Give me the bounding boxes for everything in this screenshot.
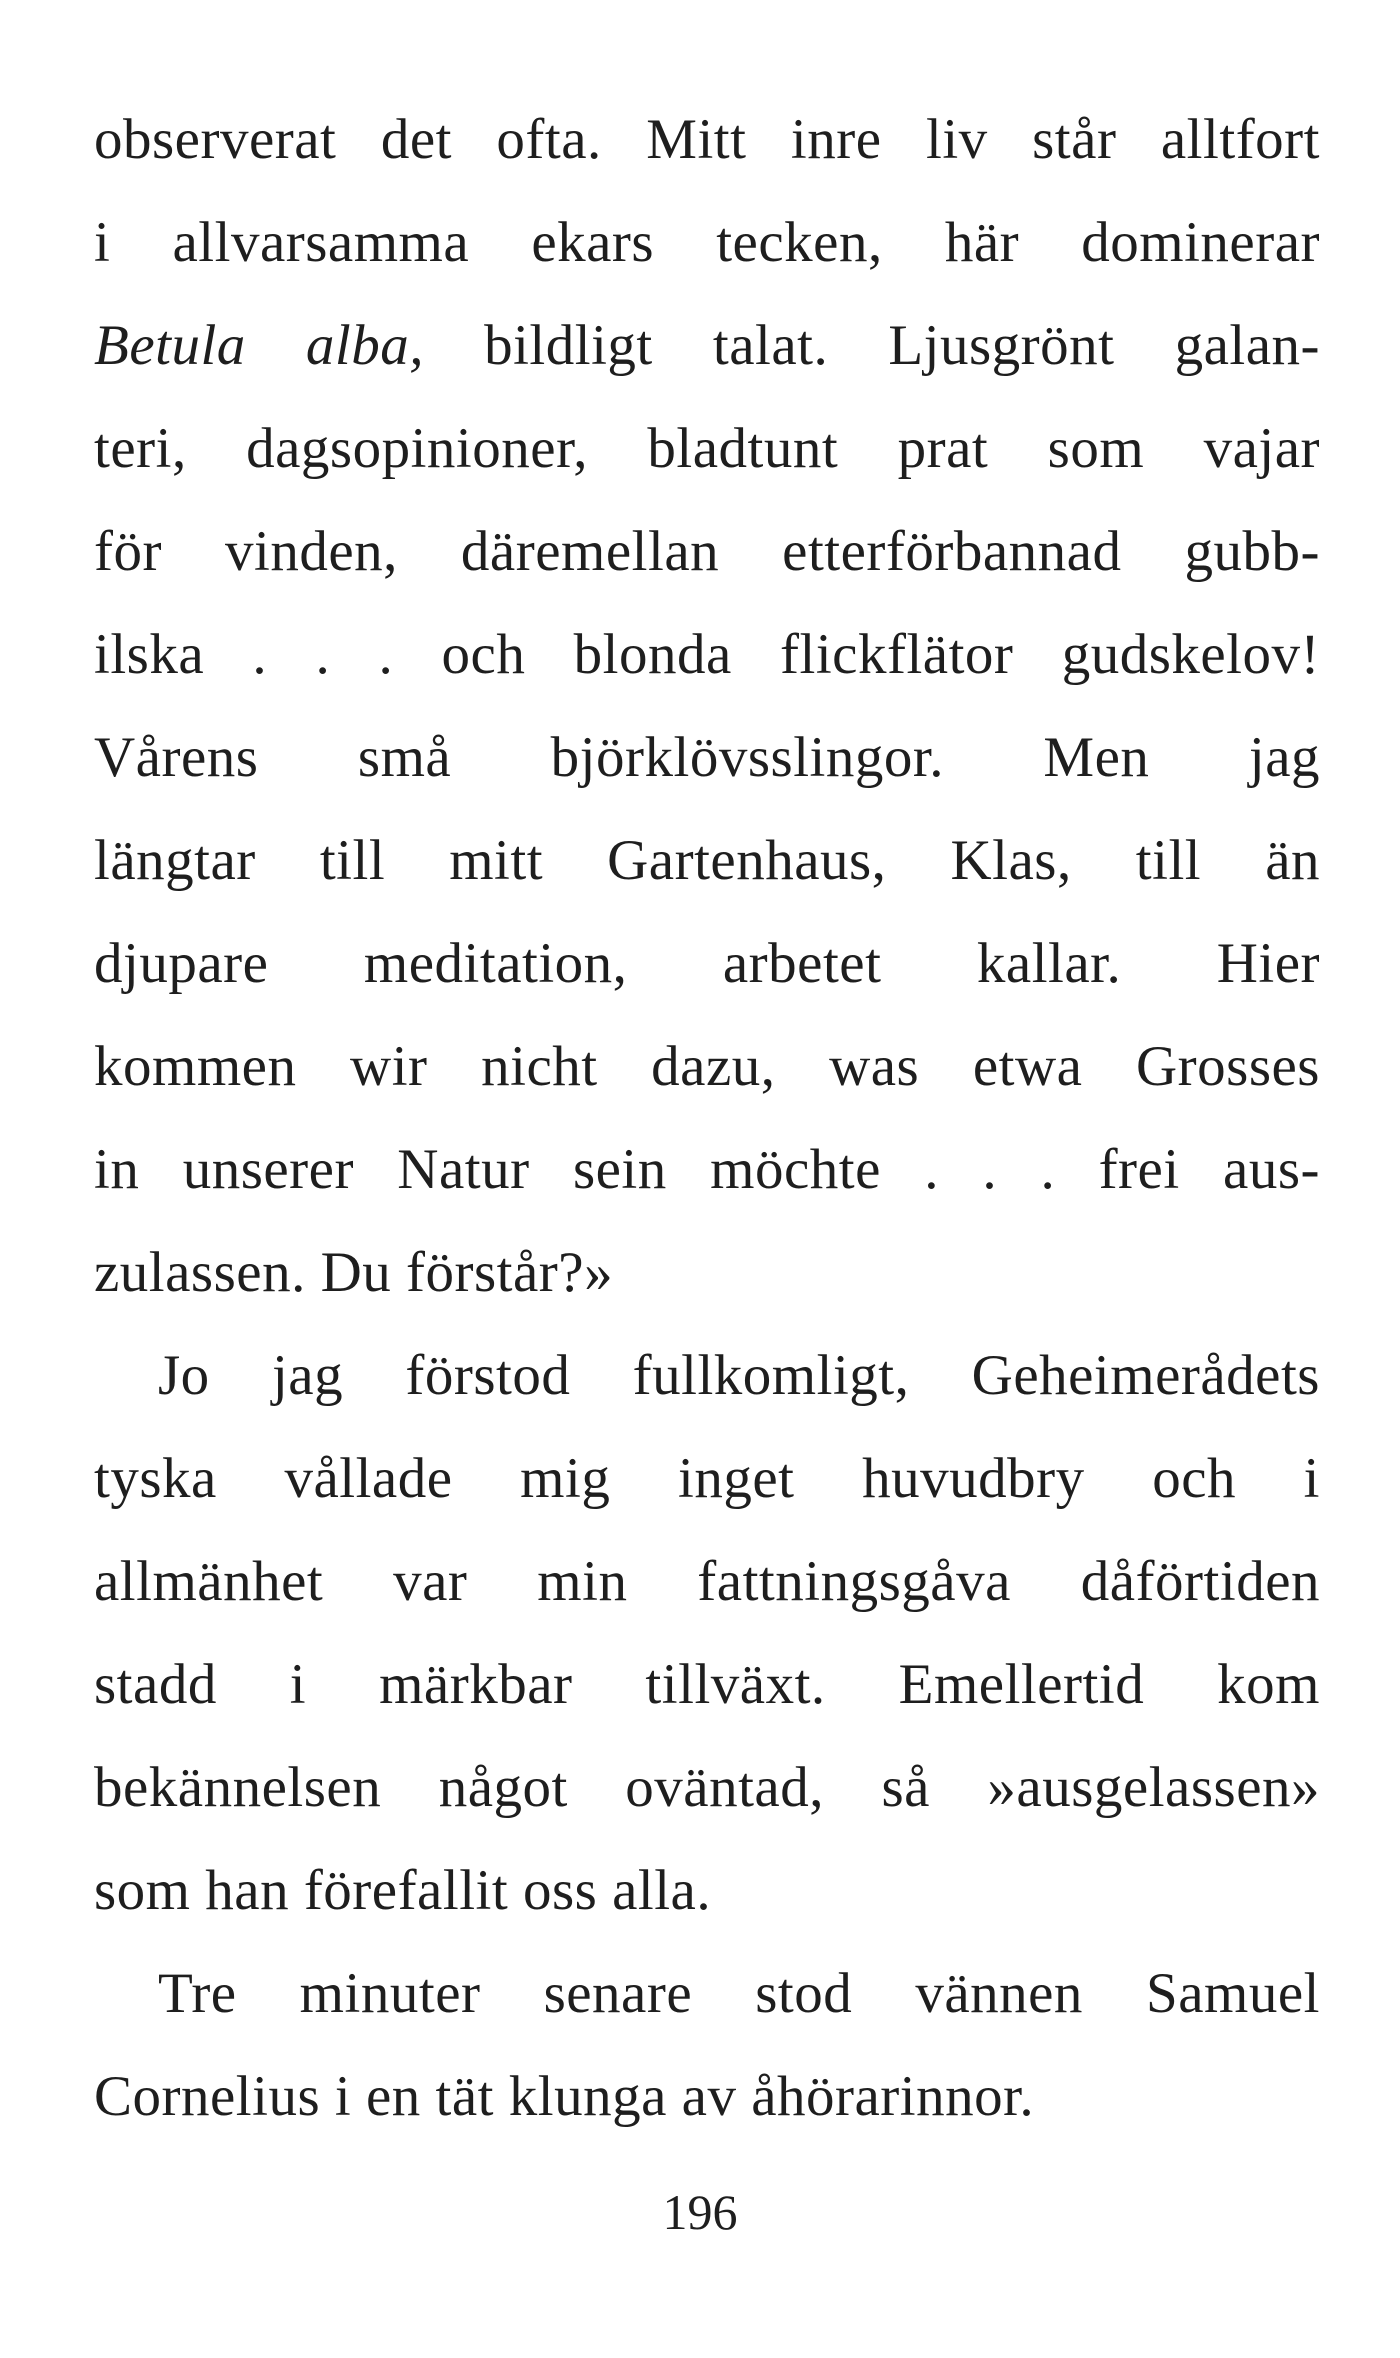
text-line: ilska . . . och blonda flickflätor gudskelov! [94, 623, 1320, 686]
text-line: Jo jag förstod fullkomligt, Geheimerådets [158, 1344, 1320, 1407]
text-line: som han förefallit oss alla. [94, 1859, 712, 1922]
text-line: i allvarsamma ekars tecken, här dominerar [94, 211, 1320, 274]
body-text [94, 100, 1320, 2160]
text-line: allmänhet var min fattningsgåva dåförtiden [94, 1550, 1320, 1613]
text-line: för vinden, däremellan etterförbannad gubb- [94, 520, 1320, 583]
text-line-rest: bildligt talat. Ljusgrönt galan- [423, 314, 1320, 377]
text-line: zulassen. Du förstår?» [94, 1241, 614, 1304]
text-line: observerat det ofta. Mitt inre liv står alltfort [94, 108, 1320, 171]
text-line: längtar till mitt Gartenhaus, Klas, till än [94, 829, 1320, 892]
text-line: teri, dagsopinioner, bladtunt prat som vajar [94, 417, 1320, 480]
text-line: Tre minuter senare stod vännen Samuel [158, 1962, 1320, 2025]
text-line: Vårens små björklövsslingor. Men jag [94, 726, 1320, 789]
text-line: stadd i märkbar tillväxt. Emellertid kom [94, 1653, 1320, 1716]
text-line: bekännelsen något oväntad, så »ausgelassen» [94, 1756, 1320, 1819]
text-line: djupare meditation, arbetet kallar. Hier [94, 932, 1320, 995]
text-line: in unserer Natur sein möchte . . . frei aus- [94, 1138, 1320, 1201]
text-line: tyska vållade mig inget huvudbry och i [94, 1447, 1320, 1510]
latin-term: Betula alba, [94, 314, 424, 377]
page-number: 196 [662, 2184, 738, 2240]
text-line: Cornelius i en tät klunga av åhörarinnor. [94, 2065, 1035, 2128]
text-line: kommen wir nicht dazu, was etwa Grosses [94, 1035, 1320, 1098]
text-line [94, 306, 1320, 409]
